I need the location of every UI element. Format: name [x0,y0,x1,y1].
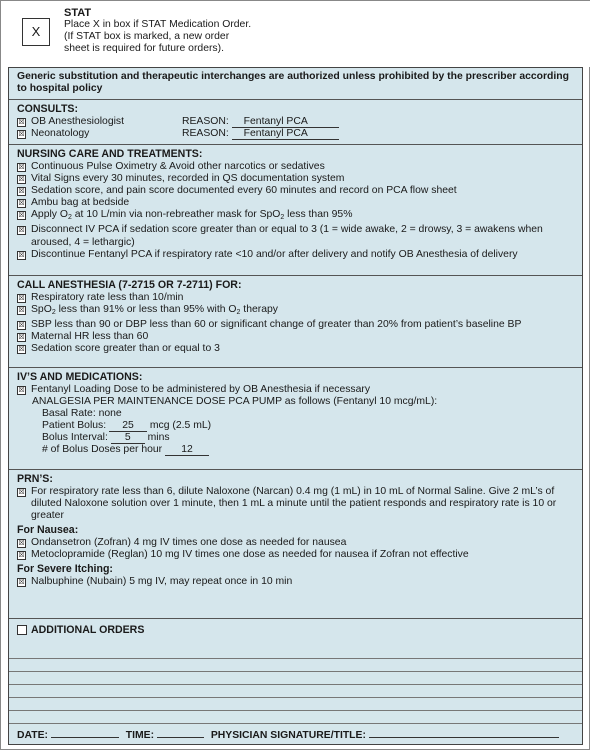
checkbox-checked-icon[interactable]: ☒ [18,188,25,196]
checkbox-checked-icon[interactable]: ☒ [18,200,25,208]
nursing-item [17,197,578,209]
time-field[interactable] [157,728,204,738]
checkbox-checked-icon[interactable]: ☒ [18,552,25,560]
patient-bolus-unit: mcg (2.5 mL) [149,420,212,432]
bolus-doses-row [17,444,578,456]
stat-area [1,1,590,67]
bolus-interval-label: Bolus Interval: [42,432,108,444]
nursing-item-text: Sedation score, and pain score documented every 60 minutes and record on PCA flow sheet [31,185,457,197]
generic-substitution-notice: Generic substitution and therapeutic interchanges are authorized unless prohibited by the prescriber according to hospital policy [9,68,582,100]
reason-field[interactable]: Fentanyl PCA [232,116,339,128]
checkbox-checked-icon[interactable]: ☒ [18,579,25,587]
signature-label: PHYSICIAN SIGNATURE/TITLE: [210,730,366,741]
nursing-item [17,173,578,185]
checkbox-checked-icon[interactable]: ☒ [18,251,25,259]
order-form [8,67,583,745]
nausea-heading: For Nausea: [17,524,79,537]
writing-line[interactable] [9,672,582,685]
signature-field[interactable] [369,728,559,738]
stat-instructions [64,7,251,55]
nursing-care-section [9,145,582,276]
stat-title: STAT [64,7,92,19]
writing-line[interactable] [9,646,582,659]
checkbox-checked-icon[interactable]: ☒ [18,387,25,394]
call-item [17,343,578,355]
consult-label: OB Anesthesiologist [31,116,124,127]
checkbox-checked-icon[interactable]: ☒ [18,212,25,220]
consults-heading: CONSULTS: [17,103,79,115]
nursing-item-text: Ambu bag at bedside [31,197,130,209]
loading-dose-text: Fentanyl Loading Dose to be administered by OB Anesthesia if necessary [31,384,371,395]
writing-line[interactable] [9,685,582,698]
signature-footer [17,728,559,742]
call-item [17,331,578,343]
checkbox-checked-icon[interactable]: ☒ [18,307,25,315]
nursing-item [17,209,578,224]
consults-section [9,100,582,145]
call-item [17,292,578,304]
prn-heading: PRN’S: [17,473,53,485]
call-item [17,319,578,331]
additional-orders-title [17,624,578,637]
prn-section [9,470,582,619]
call-item-text: SpO$_2$ less than 91% or less than 95% with $O_2$ therapy [31,304,278,317]
reason-label: REASON: [182,128,229,140]
stat-line-2: (If STAT box is marked, a new order [64,31,230,42]
bolus-doses-field[interactable]: 12 [165,444,209,456]
consult-reason [182,116,339,128]
consult-reason [182,128,339,140]
nursing-item-text: Vital Signs every 30 minutes, recorded in QS documentation system [31,173,345,185]
analgesia-line: ANALGESIA PER MAINTENANCE DOSE PCA PUMP as follows (Fentanyl 10 mcg/mL): [32,396,438,408]
date-label: DATE: [17,730,48,741]
nursing-item-text: Apply $O_2$ at 10 L/min via non-rebreather mask for SpO$_2$ less than 95% [31,209,353,222]
stat-checkbox[interactable]: X [22,18,50,46]
reason-label: REASON: [182,116,229,127]
call-item-text: Sedation score greater than or equal to 3 [31,343,220,355]
checkbox-checked-icon[interactable]: ☒ [18,176,25,184]
nausea-item [17,549,578,561]
stat-line-1: Place X in box if STAT Medication Order. [64,19,252,30]
ivs-heading: IV’S AND MEDICATIONS: [17,371,143,383]
itching-item-text: Nalbuphine (Nubain) 5 mg IV, may repeat once in 10 min [31,576,293,588]
bolus-interval-row [17,432,578,444]
naloxone-text: For respiratory rate less than 6, dilute Naloxone (Narcan) 0.4 mg (1 mL) in 10 mL of Normal Saline. Give 2 mL’s of diluted Naloxone solution over 1 minute, then 1 mL a minute until the patient responds and respiratory rate is 10 or greater [31,486,557,522]
ivs-medications-section [9,368,582,470]
checkbox-checked-icon[interactable]: ☒ [18,131,25,139]
basal-rate: Basal Rate: none [42,408,122,420]
nursing-item [17,249,578,261]
checkbox-checked-icon[interactable]: ☒ [18,540,25,548]
bolus-doses-label: # of Bolus Doses per hour [42,444,163,456]
writing-line[interactable] [9,659,582,672]
writing-line[interactable] [9,711,582,724]
checkbox-checked-icon[interactable]: ☒ [18,164,25,171]
call-item-text: SBP less than 90 or DBP less than 60 or significant change of greater than 20% from patient’s baseline BP [31,319,522,331]
nausea-item [17,537,578,549]
loading-dose-item [17,384,578,396]
itching-heading: For Severe Itching: [17,563,113,576]
additional-orders-section [9,619,582,744]
nausea-item-text: Ondansetron (Zofran) 4 mg IV times one dose as needed for nausea [31,537,347,549]
additional-orders-lines[interactable] [9,646,582,724]
call-item-text: Respiratory rate less than 10/min [31,292,184,303]
nursing-item [17,224,578,248]
additional-orders-heading: ADDITIONAL ORDERS [31,624,145,636]
nausea-item-text: Metoclopramide (Reglan) 10 mg IV times one dose as needed for nausea if Zofran not effective [31,549,469,561]
call-anesthesia-heading: CALL ANESTHESIA (7-2715 OR 7-2711) FOR: [17,279,242,291]
bolus-interval-field[interactable]: 5 [111,432,145,444]
call-anesthesia-section [9,276,582,368]
stat-line-3: sheet is required for future orders). [64,43,224,54]
checkbox-checked-icon[interactable]: ☒ [18,322,25,330]
consult-label: Neonatology [31,128,90,140]
nursing-item-text: Disconnect IV PCA if sedation score greater than or equal to 3 (1 = wide awake, 2 = drowsy, 3 = awakens when aroused, 4 = lethargic) [31,224,543,248]
nursing-item [17,161,578,173]
checkbox-checked-icon[interactable]: ☒ [18,346,25,354]
call-item-text: Maternal HR less than 60 [31,331,149,343]
patient-bolus-label: Patient Bolus: [42,420,107,432]
bolus-interval-unit: mins [147,432,170,444]
patient-bolus-row [17,420,578,432]
checkbox-checked-icon[interactable]: ☒ [18,334,25,342]
nursing-item [17,185,578,197]
date-field[interactable] [51,728,119,738]
checkbox-checked-icon[interactable]: ☒ [18,489,25,496]
naloxone-item [17,486,578,522]
checkbox-empty-icon[interactable] [17,625,27,635]
nursing-heading: NURSING CARE AND TREATMENTS: [17,148,203,160]
time-label: TIME: [125,730,155,741]
checkbox-checked-icon[interactable]: ☒ [18,295,25,302]
writing-line[interactable] [9,698,582,711]
consult-item [17,116,578,128]
patient-bolus-field[interactable]: 25 [109,420,147,432]
nursing-item-text: Discontinue Fentanyl PCA if respiratory rate <10 and/or after delivery and notify OB Anesthesia of delivery [31,248,518,260]
nursing-item-text: Continuous Pulse Oximetry & Avoid other narcotics or sedatives [31,161,325,172]
itching-item [17,576,578,588]
call-item [17,304,578,319]
reason-field[interactable]: Fentanyl PCA [232,128,339,140]
checkbox-checked-icon[interactable]: ☒ [18,119,25,126]
consult-item [17,128,578,140]
checkbox-checked-icon[interactable]: ☒ [18,227,25,235]
